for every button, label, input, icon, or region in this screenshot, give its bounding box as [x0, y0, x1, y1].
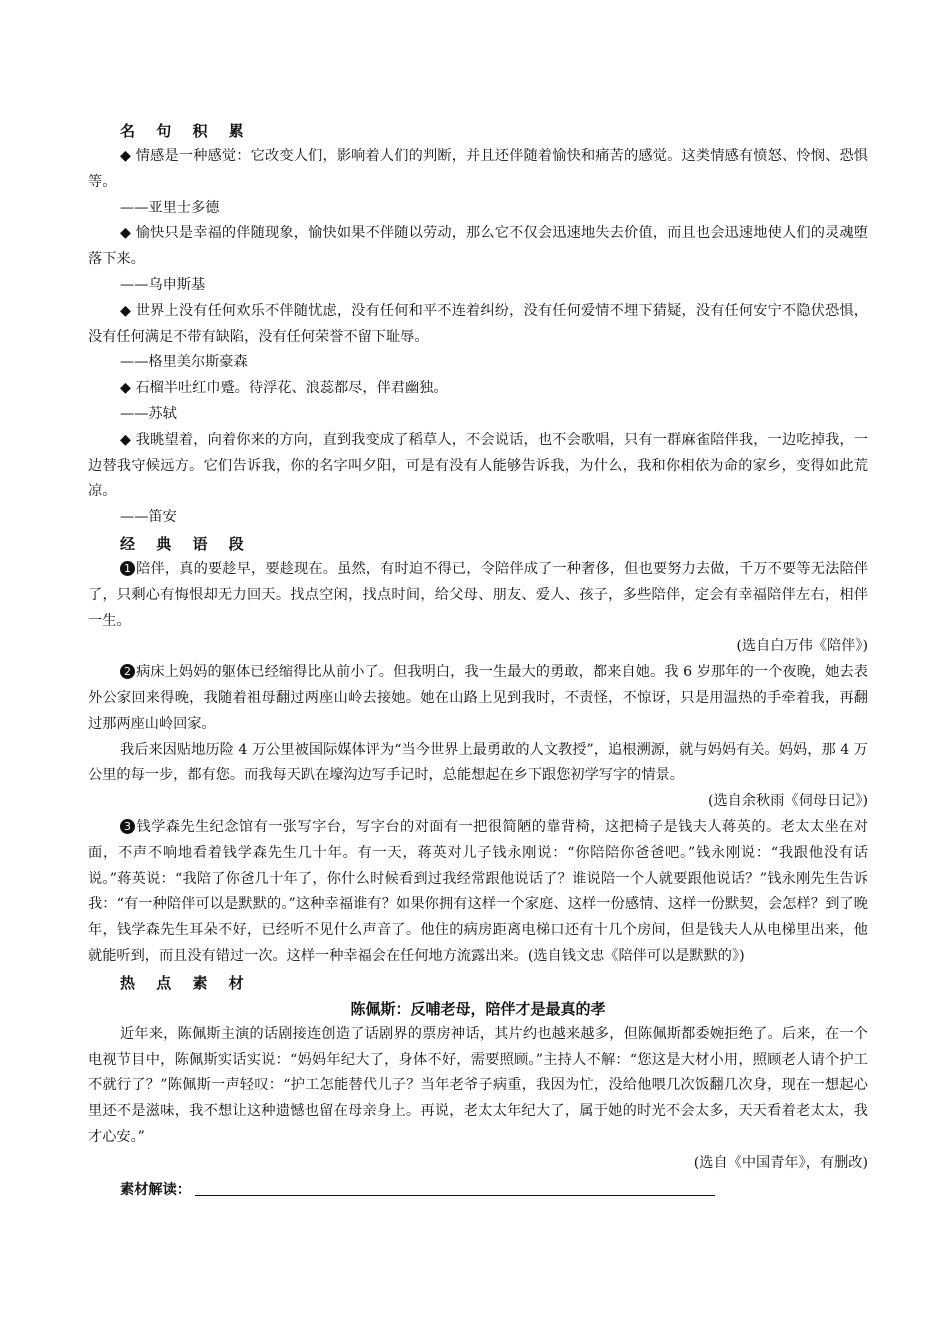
quote-author: ——格里美尔斯豪森: [120, 354, 248, 371]
section-title-quotes: 名 句 积 累: [120, 122, 252, 140]
quote-text: ◆ 我眺望着，向着你来的方向，直到我变成了稻草人，不会说话，也不会歌唱，只有一群麻雀陪伴我，一边吃掉我，一边替我守候远方。它们告诉我，你的名字叫夕阳，可是有没有人能够告诉我，为什么，我和你相依为命的家乡，变得如此荒凉。: [88, 431, 868, 500]
quote-text: ◆ 石榴半吐红巾蹙。待浮花、浪蕊都尽，伴君幽独。: [120, 380, 448, 397]
quote-text: ◆ 世界上没有任何欢乐不伴随忧虑，没有任何和平不连着纠纷，没有任何爱情不埋下猜疑，没有任何安宁不隐伏恐惧，没有任何满足不带有缺陷，没有任何荣誉不留下耻辱。: [88, 302, 868, 345]
section-title-hot: 热 点 素 材: [120, 973, 252, 992]
document-page: [88, 118, 868, 1204]
hot-source: (选自《中国青年》，有删改): [693, 1154, 868, 1171]
number-badge: 1: [120, 561, 135, 576]
number-badge: 3: [120, 819, 135, 834]
quote-author: ——苏轼: [120, 405, 177, 422]
hot-headline: 陈佩斯：反哺老母，陪伴才是最真的孝: [350, 999, 606, 1018]
passage-text-continued: 我后来因贴地历险 4 万公里被国际媒体评为“当今世界上最勇敢的人文教授”，追根溯源，就与妈妈有关。妈妈，那 4 万公里的每一步，都有您。而我每天趴在壕沟边写手记时，总能想起在乡下跟您初学写字的情景。: [88, 741, 868, 784]
passage-text: 钱学森先生纪念馆有一张写字台，写字台的对面有一把很简陋的靠背椅，这把椅子是钱夫人蒋英的。老太太坐在对面，不声不响地看着钱学森先生几十年。有一天，蒋英对儿子钱永刚说：“你陪陪你爸爸吧。”钱永刚说：“我跟他没有话说。”蒋英说：“我陪了你爸几十年了，你什么时候看到过我经常跟他说话了？谁说陪一个人就要跟他说话？”钱永刚先生告诉我：“有一种陪伴可以是默默的。”这种幸福谁有？如果你拥有这样一个家庭、这样一份感情、这样一份默契，会怎样？到了晚年，钱学森先生耳朵不好，已经听不见什么声音了。他住的病房距离电梯口还有十几个房间，但是钱夫人从电梯里出来，他就能听到，而且没有错过一次。这样一种幸福会在任何地方流露出来。(选自钱文忠《陪伴可以是默默的》): [88, 818, 868, 964]
passage-text: 病床上妈妈的躯体已经缩得比从前小了。但我明白，我一生最大的勇敢，都来自她。我 6 岁那年的一个夜晚，她去表外公家回来得晚，我随着祖母翻过两座山岭去接她。她在山路上见到我时，不责怪，不惊讶，只是用温热的手牵着我，再翻过那两座山岭回家。: [88, 664, 868, 732]
passage-3: [88, 815, 868, 970]
quote-author: ——笛安: [120, 509, 177, 526]
answer-label: 素材解读：: [120, 1182, 191, 1199]
section-title-classic: 经 典 语 段: [120, 534, 252, 553]
passage-2: [88, 660, 868, 737]
passage-1: [88, 557, 868, 634]
quote-author: ——亚里士多德: [120, 199, 220, 216]
passage-text: 陪伴，真的要趁早，要趁现在。虽然，有时迫不得已，令陪伴成了一种奢侈，但也要努力去做，千万不要等无法陪伴了，只剩心有悔恨却无力回天。找点空闲，找点时间，给父母、朋友、爱人、孩子，多些陪伴，定会有幸福陪伴左右，相伴一生。: [88, 560, 868, 629]
answer-blank-line[interactable]: [195, 1179, 715, 1196]
passage-source: (选自白万伟《陪伴》): [736, 638, 868, 655]
passage-source: (选自余秋雨《伺母日记》): [707, 793, 868, 810]
quote-author: ——乌申斯基: [120, 276, 206, 293]
quote-text: ◆ 愉快只是幸福的伴随现象，愉快如果不伴随以劳动，那么它不仅会迅速地失去价值，而且也会迅速地使人们的灵魂堕落下来。: [88, 225, 868, 268]
hot-text: 近年来，陈佩斯主演的话剧接连创造了话剧界的票房神话，其片约也越来越多，但陈佩斯都委婉拒绝了。后来，在一个电视节目中，陈佩斯实话实说：“妈妈年纪大了，身体不好，需要照顾。”主持人不解：“您这是大材小用，照顾老人请个护工不就行了？”陈佩斯一声轻叹：“护工怎能替代儿子？当年老爷子病重，我因为忙，没给他喂几次饭翻几次身，现在一想起心里还不是滋味，我不想让这种遗憾也留在母亲身上。再说，老太太年纪大了，属于她的时光不会太多，天天看着老太太，我才心安。”: [88, 1025, 868, 1145]
number-badge: 2: [120, 664, 135, 679]
answer-row: [88, 1178, 868, 1204]
quote-text: ◆ 情感是一种感觉：它改变人们，影响着人们的判断，并且还伴随着愉快和痛苦的感觉。这类情感有愤怒、怜悯、恐惧等。: [88, 148, 868, 190]
